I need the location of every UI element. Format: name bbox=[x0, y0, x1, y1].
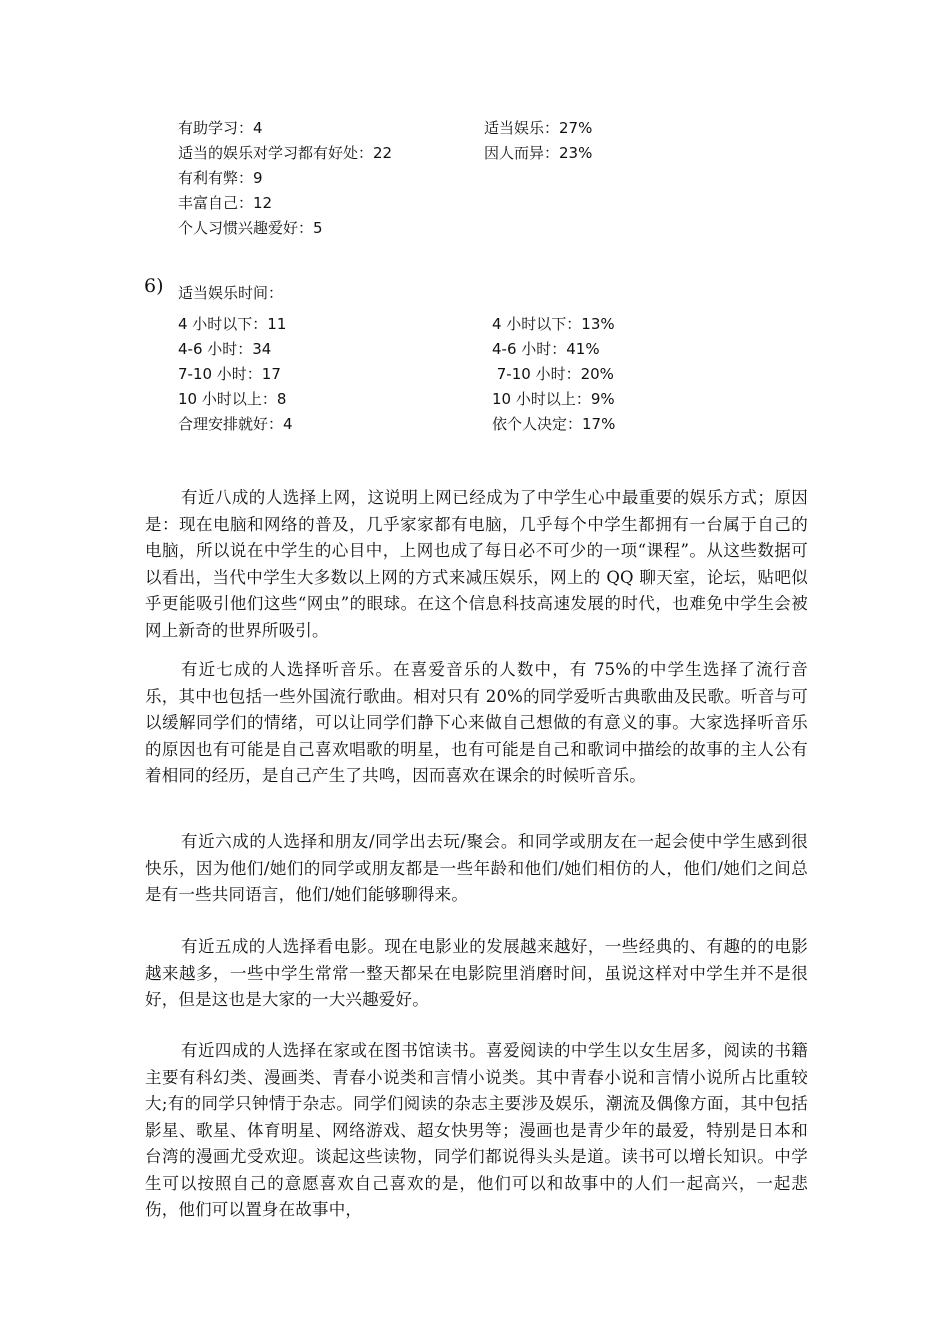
section-title: 适当娱乐时间： bbox=[178, 284, 284, 302]
block5-counts-list bbox=[178, 116, 392, 241]
stat-percent-item: 7-10 小时：20% bbox=[492, 365, 614, 383]
stat-count-item: 有助学习：4 bbox=[178, 119, 263, 137]
block6-counts-list bbox=[178, 312, 293, 437]
stat-count-item: 有利有弊：9 bbox=[178, 169, 263, 187]
stat-count-item: 合理安排就好：4 bbox=[178, 415, 293, 433]
stat-percent-item: 适当娱乐：27% bbox=[484, 119, 593, 137]
stat-count-item: 10 小时以上：8 bbox=[178, 390, 287, 408]
paragraph-music: 有近七成的人选择听音乐。在喜爱音乐的人数中，有 75%的中学生选择了流行音乐，其中也包括一些外国流行歌曲。相对只有 20%的同学爱听古典歌曲及民歌。听音与可以缓解同学们的情绪，可以让同学们静下心来做自己想做的有意义的事。大家选择听音乐的原因也有可能是自己喜欢唱歌的明星，也有可能是自己和歌词中描绘的故事的主人公有着相同的经历，是自己产生了共鸣，因而喜欢在课余的时候听音乐。 bbox=[145, 660, 808, 785]
stat-count-item: 4 小时以下：11 bbox=[178, 315, 287, 333]
stat-percent-item: 因人而异：23% bbox=[484, 144, 593, 162]
stat-count-item: 适当的娱乐对学习都有好处：22 bbox=[178, 144, 393, 162]
stat-count-item: 个人习惯兴趣爱好：5 bbox=[178, 219, 323, 237]
stat-count-item: 丰富自己：12 bbox=[178, 194, 273, 212]
paragraph-friends: 有近六成的人选择和朋友/同学出去玩/聚会。和同学或朋友在一起会使中学生感到很快乐，因为他们/她们的同学或朋友都是一些年龄和他们/她们相仿的人，他们/她们之间总是有一些共同语言，他们/她们能够聊得来。 bbox=[145, 832, 808, 904]
stat-percent-item: 依个人决定：17% bbox=[492, 415, 616, 433]
stat-count-item: 7-10 小时：17 bbox=[178, 365, 281, 383]
paragraph-internet: 有近八成的人选择上网，这说明上网已经成为了中学生心中最重要的娱乐方式；原因是：现在电脑和网络的普及，几乎家家都有电脑，几乎每个中学生都拥有一台属于自己的电脑，所以说在中学生的心目中，上网也成了每日必不可少的一项“课程”。从这些数据可以看出，当代中学生大多数以上网的方式来减压娱乐，网上的 QQ 聊天室，论坛，贴吧似乎更能吸引他们这些“网虫”的眼球。在这个信息科技高速发展的时代，也难免中学生会被网上新奇的世界所吸引。 bbox=[145, 488, 808, 640]
section-number: 6) bbox=[144, 275, 164, 297]
block6-percents-list bbox=[492, 312, 615, 437]
paragraph-movies: 有近五成的人选择看电影。现在电影业的发展越来越好，一些经典的、有趣的的电影越来越多，一些中学生常常一整天都呆在电影院里消磨时间，虽说这样对中学生并不是很好，但是这也是大家的一大兴趣爱好。 bbox=[145, 937, 808, 1009]
block5-percents-list bbox=[484, 116, 592, 166]
stat-percent-item: 10 小时以上：9% bbox=[492, 390, 615, 408]
stat-percent-item: 4-6 小时：41% bbox=[492, 340, 600, 358]
paragraph-reading: 有近四成的人选择在家或在图书馆读书。喜爱阅读的中学生以女生居多，阅读的书籍主要有科幻类、漫画类、青春小说类和言情小说类。其中青春小说和言情小说所占比重较大;有的同学只钟情于杂志。同学们阅读的杂志主要涉及娱乐，潮流及偶像方面，其中包括影星、歌星、体育明星、网络游戏、超女快男等；漫画也是青少年的最爱，特别是日本和台湾的漫画尤受欢迎。谈起这些读物，同学们都说得头头是道。读书可以增长知识。中学生可以按照自己的意愿喜欢自己喜欢的是，他们可以和故事中的人们一起高兴，一起悲伤，他们可以置身在故事中， bbox=[145, 1041, 808, 1219]
stat-count-item: 4-6 小时：34 bbox=[178, 340, 272, 358]
stat-percent-item: 4 小时以下：13% bbox=[492, 315, 615, 333]
